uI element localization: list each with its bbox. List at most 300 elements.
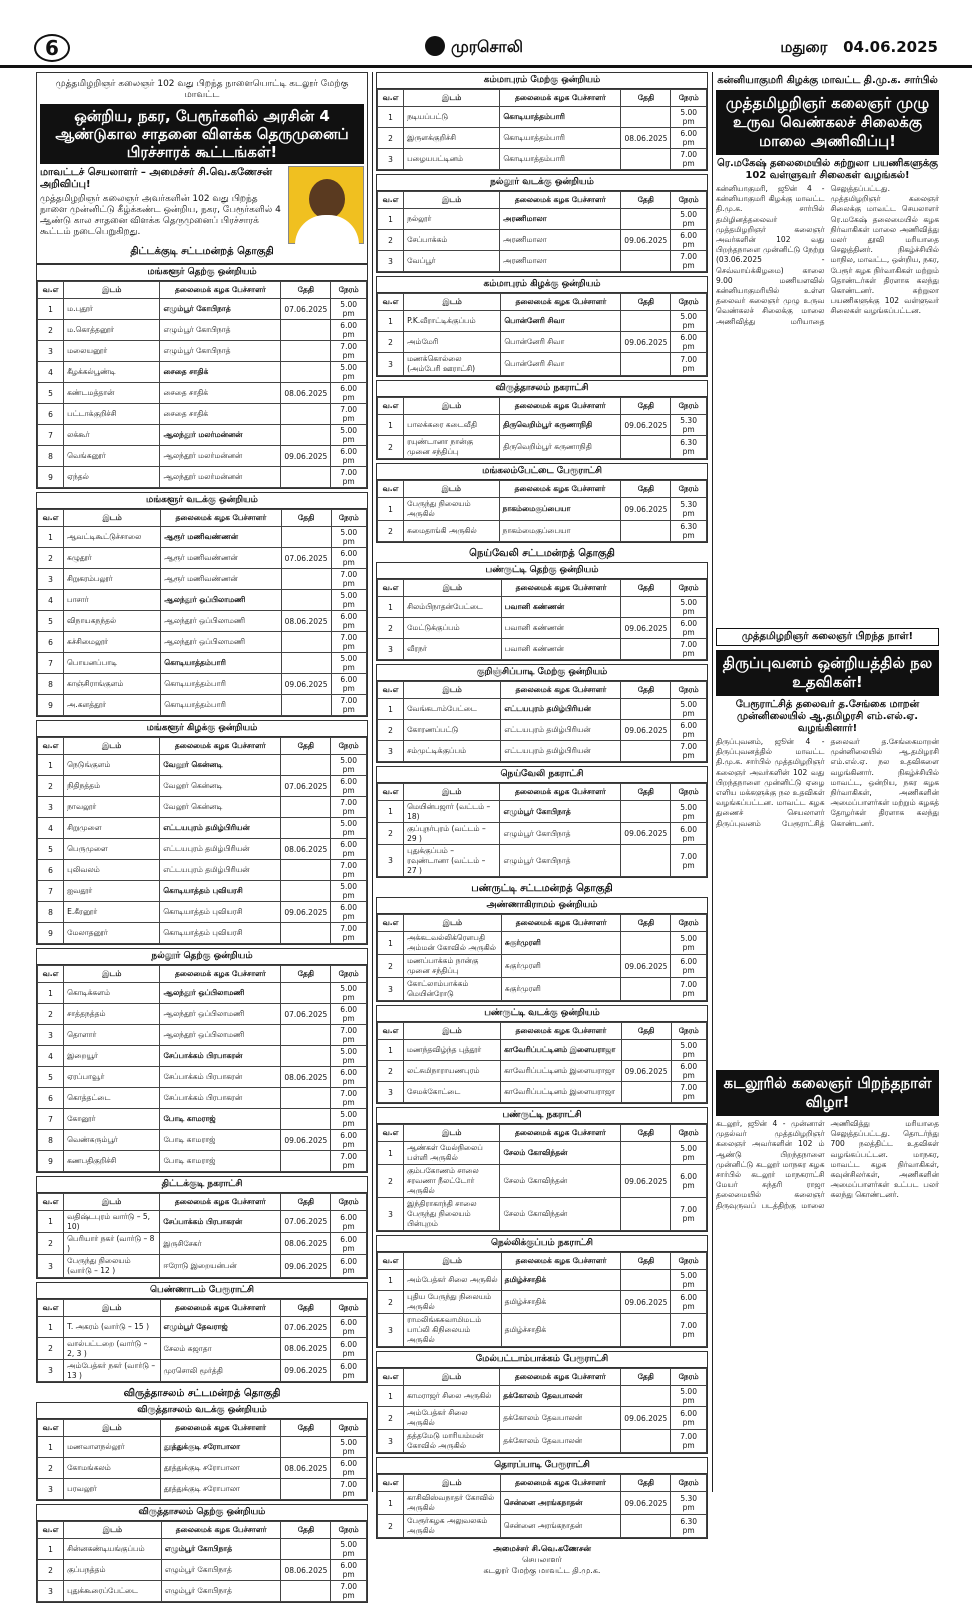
table-cell: ஆரூர் மணிவண்ணன்: [161, 527, 281, 548]
table-cell: தமிழ்ச்சாதிக்: [501, 1314, 621, 1347]
table-cell: பவானி கண்ணன்: [501, 639, 621, 660]
table-header-row: [378, 481, 707, 498]
schedule-block-title: கம்மாபுரம் கிழக்கு ஒன்றியம்: [377, 277, 707, 293]
column-header: தலைமைக் கழக பேச்சாளர்: [160, 738, 281, 755]
column-header: வ.எ: [38, 966, 64, 983]
table-cell: திருவெறிம்பூர் கருணாநிதி: [500, 415, 621, 436]
table-cell: ஆவட்டிகூட்டுச்சாலை: [64, 527, 161, 548]
article-body: கடலூர், ஜூன் 4 - முன்னாள் முதல்வர் முத்தமிழறிஞர் கலைஞர் அவர்களின் 102 ம் ஆண்டு பிறந்தநாளை முன்னிட்டு கடலூர் மாநகர கழக சார்பில் கடலூர் மாநகராட்சி மேயர் சுந்தரி ராஜா தலைமையில் கலைஞர் திருவுருவப் படத்திற்கு மாலை அணிவித்து மரியாதை செலுத்தப்பட்டது. தொடர்ந்து 700 நலத்திட்ட உதவிகள் வழங்கப்பட்டன. மாநகர, மாவட்ட கழக நிர்வாகிகள், கவுன்சிலர்கள், அணிகளின் அமைப்பாளர்கள் உட்பட பலர் கலந்து கொண்டனர்.: [716, 1119, 939, 1210]
table-cell: 2: [38, 548, 64, 569]
column-header: தேதி: [621, 915, 671, 932]
table-row: [378, 251, 707, 272]
table-cell: 3: [38, 797, 64, 818]
column-header: வ.எ: [38, 510, 64, 527]
schedule-table: [37, 281, 367, 488]
table-cell: 7.00 pm: [671, 978, 707, 1001]
table-row: [378, 353, 707, 376]
table-cell: எழும்பூர் கோபிநாத்: [161, 1581, 281, 1602]
table-cell: E.கீரனூர்: [64, 902, 160, 923]
table-cell: 1: [378, 1386, 404, 1407]
column-header: தேதி: [621, 192, 671, 209]
table-header-row: [38, 738, 367, 755]
table-cell: கும்பகோணம் சாலை சரவணா நீலட்டோர் அருகில்: [404, 1165, 500, 1198]
table-cell: 09.06.2025: [621, 1291, 671, 1314]
column-header: நேரம்: [671, 682, 707, 699]
table-cell: ஆலந்தூர் மலர்மன்னன்: [160, 425, 281, 446]
table-cell: 5.00 pm: [671, 209, 707, 230]
table-cell: சைதை சாதிக்: [160, 404, 281, 425]
table-cell: [281, 467, 331, 488]
column-header: இடம்: [64, 510, 161, 527]
column-header: தலைமைக் கழக பேச்சாளர்: [160, 966, 281, 983]
table-cell: 5.00 pm: [331, 755, 367, 776]
table-row: [38, 1255, 367, 1278]
table-cell: [621, 1314, 671, 1347]
table-cell: 6.00 pm: [331, 902, 367, 923]
table-row: [378, 332, 707, 353]
table-cell: மேட்டுக்குப்பம்: [404, 618, 502, 639]
table-cell: 6.30 pm: [671, 521, 707, 542]
column-header: தலைமைக் கழக பேச்சாளர்: [499, 481, 621, 498]
table-cell: கொடியாத்தம்பாரி: [500, 149, 621, 170]
table-header-row: [378, 915, 707, 932]
table-row: [378, 1430, 707, 1453]
table-cell: 1: [378, 699, 404, 720]
column-header: இடம்: [64, 1420, 161, 1437]
column-header: இடம்: [404, 580, 502, 597]
schedule-table: [37, 965, 367, 1172]
table-cell: 6.00 pm: [671, 1407, 707, 1430]
table-cell: 09.06.2025: [281, 1130, 331, 1151]
table-cell: மெயின்பஜார் (வட்டம் – 18): [404, 801, 500, 823]
table-cell: 1: [378, 107, 404, 128]
schedule-block-title: விருத்தாசலம் தெற்கு ஒன்றியம்: [37, 1505, 367, 1521]
schedule-list: [36, 1176, 368, 1383]
table-cell: 6.00 pm: [331, 611, 366, 632]
column-header: தேதி: [621, 90, 671, 107]
table-cell: கொடியாத்தம் புவியரசி: [160, 902, 281, 923]
table-cell: தமிழ்ச்சாதிக்: [501, 1270, 621, 1291]
table-cell: [621, 741, 671, 762]
table-cell: பட்டாக்குறிச்சி: [64, 404, 160, 425]
table-cell: வீரநர்: [404, 639, 502, 660]
table-cell: [281, 341, 331, 362]
table-cell: [621, 932, 671, 955]
table-row: [378, 1515, 707, 1538]
column-header: இடம்: [404, 294, 501, 311]
table-cell: 1: [378, 209, 404, 230]
table-cell: 2: [38, 1233, 64, 1255]
table-cell: [281, 362, 331, 383]
table-cell: புலிவலம்: [64, 860, 160, 881]
table-cell: நெடுங்குளம்: [64, 755, 160, 776]
column-divider: [372, 72, 373, 1492]
table-row: [38, 1004, 367, 1025]
schedule-block-title: மங்களூர் வடக்கு ஒன்றியம்: [37, 493, 367, 509]
table-cell: 3: [378, 1198, 404, 1231]
table-cell: 5.00 pm: [331, 299, 367, 320]
table-row: [378, 521, 707, 542]
column-header: தலைமைக் கழக பேச்சாளர்: [160, 282, 281, 299]
table-cell: [621, 1270, 671, 1291]
column-header: தலைமைக் கழக பேச்சாளர்: [500, 1125, 621, 1142]
table-cell: அரணிமாலா: [500, 209, 621, 230]
table-cell: 5: [38, 611, 64, 632]
table-cell: 7.00 pm: [671, 1314, 707, 1347]
table-cell: [281, 1025, 331, 1046]
edition-city: மதுரை: [780, 38, 828, 56]
column-header: தேதி: [281, 282, 331, 299]
schedule-list: [376, 72, 708, 543]
column-header: வ.எ: [378, 192, 404, 209]
column-header: நேரம்: [331, 966, 367, 983]
table-row: [38, 695, 367, 716]
table-row: [38, 632, 367, 653]
table-cell: [621, 1040, 671, 1061]
table-cell: 3: [378, 149, 404, 170]
table-cell: சேலம் கோவிந்தன்: [500, 1142, 621, 1165]
table-cell: கோரணப்பட்டு: [404, 720, 501, 741]
table-row: [38, 776, 367, 797]
table-cell: 07.06.2025: [281, 776, 331, 797]
table-row: [378, 845, 707, 877]
table-cell: 5.00 pm: [331, 653, 366, 674]
table-cell: 2: [378, 823, 404, 845]
table-cell: 6.00 pm: [331, 1560, 367, 1581]
table-cell: [621, 251, 671, 272]
table-cell: 09.06.2025: [621, 955, 671, 978]
table-cell: [621, 978, 671, 1001]
table-cell: மலையனூர்: [64, 341, 160, 362]
table-cell: 5.00 pm: [331, 362, 367, 383]
column-header: வ.எ: [378, 1023, 404, 1040]
table-cell: 7.00 pm: [331, 467, 367, 488]
table-cell: புதிய பேருந்து நிலையம் அருகில்: [404, 1291, 502, 1314]
table-cell: 09.06.2025: [281, 902, 331, 923]
column-header: இடம்: [64, 282, 160, 299]
table-row: [38, 755, 367, 776]
table-cell: வேப்பூர்: [404, 251, 500, 272]
table-row: [378, 498, 707, 521]
table-cell: 07.06.2025: [281, 1317, 331, 1338]
table-cell: 1: [378, 1142, 404, 1165]
table-cell: T. அகரம் (வார்டு – 15 ): [64, 1317, 160, 1338]
table-cell: ஆலந்தூர் ஒப்பிலாமணி: [161, 632, 281, 653]
table-cell: 2: [378, 436, 404, 459]
table-cell: சேப்பாக்கம் பிரபாகரன்: [160, 1067, 281, 1088]
table-cell: சேப்பாக்கம்: [404, 230, 500, 251]
table-cell: லக்கூர்: [64, 425, 160, 446]
signoff: [376, 1543, 708, 1576]
table-row: [38, 425, 367, 446]
table-cell: 3: [38, 341, 64, 362]
table-cell: 6.00 pm: [331, 674, 366, 695]
table-cell: 5: [38, 839, 64, 860]
table-cell: சென்னை அரங்கநாதன்: [500, 1515, 621, 1538]
column-divider: [712, 72, 713, 1492]
article-headline: கடலூரில் கலைஞர் பிறந்தநாள் விழா!: [716, 1070, 939, 1116]
table-cell: [621, 436, 671, 459]
schedule-block: [376, 174, 708, 273]
table-cell: போடி காமராஜ்: [160, 1130, 281, 1151]
column-header: நேரம்: [671, 90, 707, 107]
table-cell: எழும்பூர் தேவராஜ்: [160, 1317, 281, 1338]
column-header: நேரம்: [671, 481, 707, 498]
table-cell: 08.06.2025: [281, 1233, 331, 1255]
sun-icon: [425, 36, 445, 56]
table-header-row: [378, 682, 707, 699]
table-cell: 2: [378, 1515, 404, 1538]
table-row: [378, 955, 707, 978]
column-header: தலைமைக் கழக பேச்சாளர்: [501, 1023, 621, 1040]
column-header: நேரம்: [671, 1125, 707, 1142]
column-header: தலைமைக் கழக பேச்சாளர்: [501, 580, 621, 597]
table-cell: ஆலந்தூர் ஒப்பிலாமணி: [160, 1004, 281, 1025]
table-cell: போடி காமராஜ்: [160, 1109, 281, 1130]
table-cell: அம்மேரி: [404, 332, 501, 353]
signoff-name: அமைச்சர் சி.வெ.கணேசன்: [492, 1544, 592, 1553]
table-cell: [281, 1437, 331, 1458]
column-header: தேதி: [281, 966, 331, 983]
table-cell: 08.06.2025: [281, 611, 331, 632]
column-header: இடம்: [404, 90, 500, 107]
schedule-block: [36, 1402, 368, 1501]
table-header-row: [378, 1125, 707, 1142]
table-cell: 7.00 pm: [331, 860, 367, 881]
table-cell: [281, 755, 331, 776]
schedule-block-title: கம்மாபுரம் மேற்கு ஒன்றியம்: [377, 73, 707, 89]
table-cell: 2: [378, 128, 404, 149]
table-row: [378, 1061, 707, 1082]
table-cell: 1: [38, 527, 64, 548]
column-header: நேரம்: [671, 294, 707, 311]
table-cell: ஆண்கள் மேல்நிலைப் பள்ளி அருகில்: [404, 1142, 500, 1165]
table-cell: எட்டயபுரம் தமிழ்பிரியன்: [160, 860, 281, 881]
schedule-block-title: தொரப்பாடி பேரூராட்சி: [377, 1458, 707, 1474]
table-cell: எழும்பூர் கோபிநாத்: [160, 320, 281, 341]
column-header: வ.எ: [38, 738, 64, 755]
table-cell: சுகுர்முரளி: [501, 955, 621, 978]
schedule-table: [377, 1474, 707, 1538]
schedule-table: [377, 1124, 707, 1231]
table-cell: 3: [378, 1314, 404, 1347]
table-cell: எழும்பூர் கோபிநாத்: [500, 845, 621, 877]
table-cell: 7.00 pm: [671, 149, 707, 170]
table-cell: 2: [378, 1061, 404, 1082]
schedule-block: [36, 492, 368, 717]
table-cell: [281, 632, 331, 653]
article-subhead: பேரூராட்சித் தலைவர் த.சேங்கை மாறன் முன்னிலையில் ஆ.தமிழரசி எம்.எல்.ஏ. வழங்கினார்!: [735, 699, 920, 734]
table-cell: 6.00 pm: [331, 1360, 367, 1382]
table-cell: 5.00 pm: [331, 983, 367, 1004]
table-cell: கொடியாத்தம்பாரி: [161, 674, 281, 695]
column-header: தேதி: [281, 1300, 331, 1317]
table-cell: அம்பேத்கர் நகர் (வார்டு – 13 ): [64, 1360, 160, 1382]
table-cell: தக்கோலம் தேவபாலன்: [500, 1430, 621, 1453]
table-cell: சேலம் கோவிந்தன்: [500, 1198, 621, 1231]
column-header: நேரம்: [671, 1475, 707, 1492]
table-cell: 2: [38, 1004, 64, 1025]
column-header: தலைமைக் கழக பேச்சாளர்: [501, 915, 621, 932]
table-row: [378, 1040, 707, 1061]
table-cell: சேலம் கோவிந்தன்: [500, 1165, 621, 1198]
table-cell: பவானி கண்ணன்: [501, 597, 621, 618]
table-cell: 09.06.2025: [281, 446, 331, 467]
table-cell: 5.00 pm: [671, 1142, 707, 1165]
column-header: நேரம்: [331, 1420, 367, 1437]
table-cell: 08.06.2025: [281, 1067, 331, 1088]
table-row: [38, 362, 367, 383]
table-row: [38, 923, 367, 944]
table-cell: 6.00 pm: [671, 1061, 706, 1082]
table-cell: தொளார்: [64, 1025, 160, 1046]
column-header: வ.எ: [38, 1300, 64, 1317]
table-row: [38, 1560, 367, 1581]
table-cell: 5.00 pm: [671, 1386, 707, 1407]
table-cell: நல்லூர்: [404, 209, 500, 230]
table-cell: குப்பநத்தம்: [64, 1560, 162, 1581]
table-row: [38, 1458, 367, 1479]
table-row: [38, 299, 367, 320]
table-cell: ஆலந்தூர் மலர்மன்னன்: [160, 446, 281, 467]
table-cell: தக்கோலம் தேவபாலன்: [500, 1407, 621, 1430]
constituency-title: விருத்தாசலம் சட்டமன்றத் தொகுதி: [123, 1388, 281, 1399]
table-cell: சம்முட்டிக்குப்பம்: [404, 741, 501, 762]
schedule-block-title: விருத்தாசலம் நகராட்சி: [377, 381, 707, 397]
schedule-block: [36, 720, 368, 945]
table-cell: 3: [378, 845, 404, 877]
table-cell: நாகம்மைகுப்பையா: [499, 521, 621, 542]
table-row: [378, 1165, 707, 1198]
schedule-table: [377, 191, 707, 272]
column-header: தேதி: [621, 294, 671, 311]
table-cell: ஆலந்தூர் ஒப்பிலாமணி: [161, 611, 281, 632]
table-cell: கொத்தட்டை: [64, 1088, 160, 1109]
table-cell: எழும்பூர் கோபிநாத்: [160, 341, 281, 362]
table-row: [378, 801, 707, 823]
table-row: [378, 209, 707, 230]
table-cell: 6.00 pm: [671, 955, 707, 978]
column-header: தலைமைக் கழக பேச்சாளர்: [500, 398, 621, 415]
table-cell: [281, 1479, 331, 1500]
table-cell: 08.06.2025: [281, 1338, 331, 1360]
table-cell: காவேரிப்பட்டினம் இளையராஜா: [501, 1040, 621, 1061]
constituency-title: பண்ருட்டி சட்டமன்றத் தொகுதி: [471, 883, 613, 894]
table-cell: 7.00 pm: [671, 1082, 706, 1103]
table-cell: 6.00 pm: [331, 446, 367, 467]
table-cell: 09.06.2025: [621, 498, 671, 521]
table-cell: எழும்பூர் கோபிநாத்: [161, 1560, 281, 1581]
schedule-block-title: மேல்பட்டாம்பாக்கம் பேரூராட்சி: [377, 1352, 707, 1368]
article-subhead: ரெ.மகேஷ் தலைமையில் சுற்றுலா பயணிகளுக்கு 102 வள்ளுவர் சிலைகள் வழங்கல்!: [717, 158, 938, 181]
table-cell: [281, 881, 331, 902]
table-row: [38, 1233, 367, 1255]
table-cell: 7.00 pm: [331, 404, 367, 425]
table-row: [38, 446, 367, 467]
table-cell: 7.00 pm: [331, 1581, 367, 1602]
table-cell: எட்டயபுரம் தமிழ்பிரியன்: [160, 839, 281, 860]
table-cell: 6: [38, 1088, 64, 1109]
table-cell: 09.06.2025: [281, 1255, 331, 1278]
table-cell: 8: [38, 446, 64, 467]
column-right: [716, 72, 939, 1492]
table-row: [38, 383, 367, 404]
table-cell: ஆரூர் மணிவண்ணன்: [161, 569, 281, 590]
table-cell: கொடியாத்தம் புவியரசி: [160, 923, 281, 944]
schedule-table: [377, 293, 707, 376]
table-cell: 6: [38, 404, 64, 425]
table-cell: 3: [38, 1360, 64, 1382]
table-cell: எழும்பூர் கோபிநாத்: [160, 299, 281, 320]
table-cell: அக்கடவல்லிக்ரௌபதி அம்மன் கோவில் அருகில்: [404, 932, 502, 955]
table-cell: ஏரப்பாவூர்: [64, 1067, 160, 1088]
table-row: [38, 860, 367, 881]
table-cell: ஆலந்தூர் மலர்மன்னன்: [160, 467, 281, 488]
table-cell: பெருமுளை: [64, 839, 160, 860]
table-cell: தூத்துக்குடி சரோபாலா: [160, 1437, 280, 1458]
schedule-block: [376, 276, 708, 377]
table-cell: 09.06.2025: [621, 823, 671, 845]
table-cell: காமராஜர் சிலை அருகில்: [404, 1386, 500, 1407]
issue-date: 04.06.2025: [843, 38, 938, 56]
column-header: இடம்: [64, 1300, 160, 1317]
table-cell: 3: [378, 353, 404, 376]
table-row: [378, 415, 707, 436]
table-cell: மணப்பாக்கம் நான்கு முனை சந்திப்பு: [404, 955, 502, 978]
column-header: தேதி: [281, 1194, 331, 1211]
table-cell: 2: [378, 720, 404, 741]
table-cell: 09.06.2025: [621, 230, 671, 251]
table-cell: 6.00 pm: [671, 720, 707, 741]
article-body: கன்னியாகுமரி, ஜூன் 4 - கன்னியாகுமரி கிழக்கு மாவட்ட தி.மு.க. சார்பில் தமிழினத்தலைவர் முத்தமிழறிஞர் கலைஞர் அவர்களின் 102 வது பிறந்தநாளை முன்னிட்டு நேற்று (03.06.2025 - செவ்வாய்க்கிழமை) காலை 9.00 மணியளவில் கன்னியாகுமரியில் உள்ள தலைவர் கலைஞர் முழு உருவ வெண்கலச் சிலைக்கு மாலை அணிவித்து மரியாதை செலுத்தப்பட்டது. முத்தமிழறிஞர் கலைஞர் சிலைக்கு மாவட்ட செயலாளர் ரெ.மகேஷ் தலைமையில் கழக நிர்வாகிகள் மாலை அணிவித்து மலர் தூவி மரியாதை செலுத்தினர். நிகழ்ச்சியில் மாநில, மாவட்ட, ஒன்றிய, நகர, பேரூர் கழக நிர்வாகிகள் மற்றும் தொண்டர்கள் திரளாக கலந்து கொண்டனர். சுற்றுலா பயணிகளுக்கு 102 வள்ளுவர் சிலைகள் வழங்கப்பட்டன.: [716, 184, 939, 326]
table-cell: எழும்பூர் கோபிநாத்: [500, 801, 621, 823]
table-cell: 09.06.2025: [621, 415, 671, 436]
column-header: இடம்: [404, 1475, 501, 1492]
table-cell: சேலம் சுஜாதா: [160, 1338, 281, 1360]
column-header: வ.எ: [378, 398, 404, 415]
table-cell: 6.00 pm: [671, 1165, 707, 1198]
table-cell: [281, 818, 331, 839]
table-cell: வால்பட்டறை (வார்டு – 2, 3 ): [64, 1338, 160, 1360]
table-cell: 5.00 pm: [671, 597, 707, 618]
table-cell: கொடியாத்தம்பாரி: [161, 653, 281, 674]
table-cell: 6: [38, 632, 64, 653]
table-cell: காசிவிஸ்வநாதர் கோவில் அருகில்: [404, 1492, 501, 1515]
schedule-block: [376, 72, 708, 171]
table-cell: 1: [38, 1211, 64, 1233]
column-header: வ.எ: [378, 682, 404, 699]
table-cell: 5.00 pm: [331, 590, 366, 611]
table-cell: [281, 923, 331, 944]
table-cell: [621, 353, 671, 376]
table-header-row: [38, 1194, 367, 1211]
table-cell: 2: [38, 1458, 64, 1479]
announcement-box: [36, 72, 368, 264]
table-cell: 6.00 pm: [671, 823, 707, 845]
table-cell: 3: [378, 251, 404, 272]
schedule-block-title: பண்ருட்டி தெற்கு ஒன்றியம்: [377, 563, 707, 579]
table-cell: [621, 107, 671, 128]
table-cell: 08.06.2025: [281, 1458, 331, 1479]
schedule-block: [376, 562, 708, 661]
article-kicker: முத்தமிழறிஞர் கலைஞர் பிறந்த நாள்!: [716, 628, 939, 646]
schedule-block: [376, 664, 708, 763]
table-cell: சைதை சாதிக்: [160, 362, 281, 383]
table-cell: 7: [38, 881, 64, 902]
table-cell: 1: [378, 597, 404, 618]
column-header: தலைமைக் கழக பேச்சாளர்: [161, 510, 281, 527]
schedule-block-title: பண்ருட்டி நகராட்சி: [377, 1108, 707, 1124]
